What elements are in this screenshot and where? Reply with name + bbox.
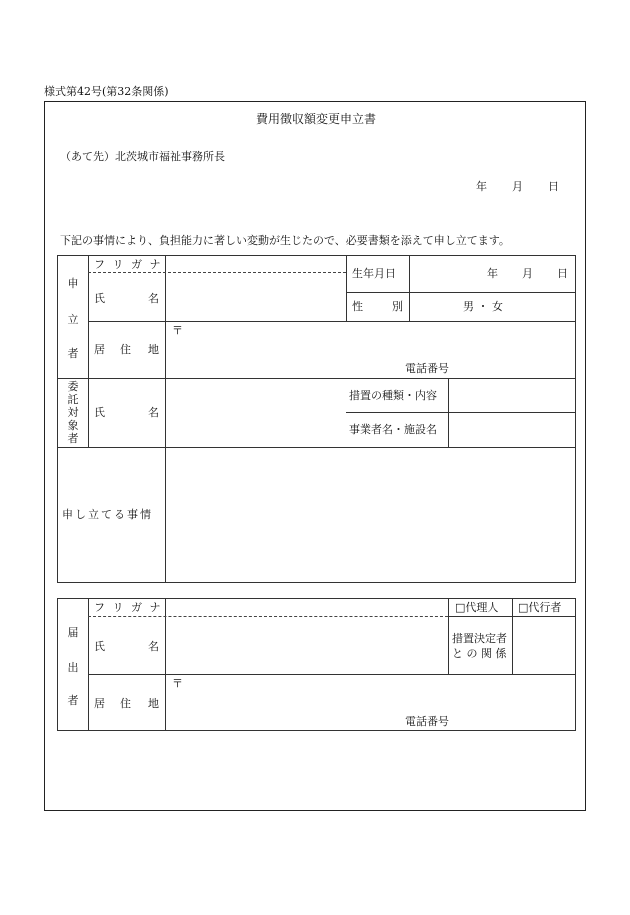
addressee: （あて先）北茨城市福祉事務所長 <box>60 150 225 163</box>
entrusted-group-label-3: 対 <box>67 406 79 419</box>
birth-date-label: 生年月日 <box>352 267 396 280</box>
form-title: 費用徴収額変更申立書 <box>256 112 377 126</box>
applicant-furigana-label: フ リ ガ ナ <box>94 258 163 271</box>
sex-label-2: 別 <box>392 300 403 313</box>
entrusted-group-label-2: 託 <box>67 393 79 406</box>
applicant-postal-mark: 〒 <box>172 324 183 337</box>
notifier-phone-label: 電話番号 <box>405 715 449 728</box>
agent-checkbox[interactable]: □代理人 <box>455 601 499 614</box>
measure-type-label: 措置の種類・内容 <box>349 389 437 402</box>
date-year: 年 <box>476 180 487 193</box>
date-day: 日 <box>548 180 559 193</box>
birth-day-unit: 日 <box>557 267 568 280</box>
notifier-table <box>57 598 576 731</box>
applicant-group-label-3: 者 <box>67 347 79 360</box>
notifier-postal-mark: 〒 <box>172 677 183 690</box>
birth-year-unit: 年 <box>487 267 498 280</box>
notifier-name-label-1: 氏 <box>94 640 105 653</box>
notifier-address-label-1: 居 <box>94 697 105 710</box>
date-month: 月 <box>512 180 523 193</box>
applicant-phone-label: 電話番号 <box>405 362 449 375</box>
birth-month-unit: 月 <box>522 267 533 280</box>
reason-label: 申し立てる事情 <box>62 508 153 521</box>
sex-options: 男 ・ 女 <box>463 300 503 313</box>
sex-label-1: 性 <box>352 300 363 313</box>
provider-name-label: 事業者名・施設名 <box>349 423 437 436</box>
applicant-name-label-1: 氏 <box>94 292 105 305</box>
proxy-checkbox[interactable]: □代行者 <box>518 601 562 614</box>
relation-label-1: 措置決定者 <box>452 632 507 645</box>
notifier-group-label-1: 届 <box>67 626 79 639</box>
applicant-address-label-1: 居 <box>94 343 105 356</box>
notifier-group-label-3: 者 <box>67 694 79 707</box>
notifier-group-label-2: 出 <box>67 661 79 674</box>
form-number: 様式第42号(第32条関係) <box>44 85 169 98</box>
applicant-group-label-1: 申 <box>67 277 79 290</box>
applicant-address-label-2: 住 <box>120 343 131 356</box>
applicant-group-label-2: 立 <box>67 313 79 326</box>
relation-label-2: と の 関 係 <box>452 647 507 660</box>
notifier-name-label-2: 名 <box>148 640 159 653</box>
statement-text: 下記の事情により、負担能力に著しい変動が生じたので、必要書類を添えて申し立てます。 <box>60 234 510 247</box>
notifier-furigana-label: フ リ ガ ナ <box>94 601 163 614</box>
entrusted-group-label-4: 象 <box>67 419 79 432</box>
applicant-address-label-3: 地 <box>148 343 159 356</box>
entrusted-group-label-1: 委 <box>67 380 79 393</box>
notifier-address-label-3: 地 <box>148 697 159 710</box>
notifier-address-label-2: 住 <box>120 697 131 710</box>
entrusted-name-label-2: 名 <box>148 406 159 419</box>
applicant-name-label-2: 名 <box>148 292 159 305</box>
entrusted-group-label-5: 者 <box>67 432 79 445</box>
entrusted-name-label-1: 氏 <box>94 406 105 419</box>
